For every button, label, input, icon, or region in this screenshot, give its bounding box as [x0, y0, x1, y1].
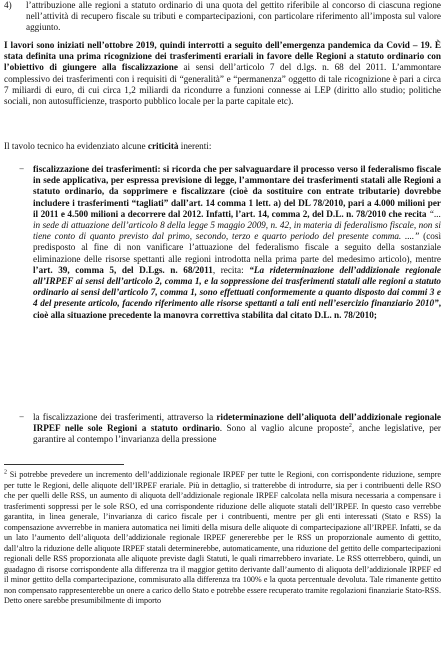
bullet1-bold-italic-quote: “La rideterminazione dell’addizionale regionale all’IRPEF ai sensi dell’articolo 2, comma 1, e la soppressione dei trasferimenti statali alle regioni a statuto ordinario ai sensi dell’articolo 7, comma 1, sono effettuati conformemente a quanto disposto dai commi 3 e 4 del presente articolo, facendo riferimento alle risorse spettanti a tali enti nell’esercizio finanziario 2010”: [33, 264, 442, 309]
bullet-body: [33, 412, 441, 446]
footnote-divider: [4, 464, 124, 465]
list-item-text: l’attribuzione alle regioni a statuto ordinario di una quota del gettito riferibile al concorso di ciascuna regione nell’attività di recupero fiscale su tributi e compartecipazioni, con particolare riferimento all’imposta sul valore aggiunto.: [26, 0, 441, 33]
bullet2-regular-1: la fiscalizzazione dei trasferimenti, attraverso la: [33, 412, 217, 422]
bullet1-regular-1: (così predisposto al fine di non vanificare l’attuazione del federalismo fiscale a seguito della sostanziale eliminazione delle risorse spettanti alle regioni introdotta nella prima parte del medesimo articolo), mentre: [33, 231, 441, 264]
tavolo-pre: Il tavolo tecnico ha evidenziato alcune: [4, 141, 148, 151]
intro-rest-text: ai sensi dell’articolo 7 del d.lgs. n. 68 del 2011. L’ammontare complessivo dei trasferimenti con i requisiti di “generalità” e “permanenza” oggetto di tale ricognizione è pari a circa 7 miliardi di euro, di cui circa 1,2 miliardi da ricondurre a funzioni connesse ai LEP (diritto allo studio; politiche sociali, non autosufficienze, trasporto pubblico locale per la parte capitale etc).: [4, 62, 441, 107]
bullet-item-fiscalizzazione: [4, 164, 441, 321]
bullet2-regular-3: , anche legislative, per garantire al contempo l’invarianza della pressione: [33, 423, 441, 445]
tavolo-bold: criticità: [147, 141, 179, 151]
bullet-dash: −: [19, 412, 25, 422]
bullet1-bold-2: l’art. 39, comma 5, del D.Lgs. n. 68/2011: [33, 264, 213, 275]
list-item-number: 4): [4, 0, 12, 10]
bullet2-regular-2: . Sono al vaglio alcune proposte: [219, 423, 349, 434]
bullet-body: [33, 164, 441, 321]
footnote-mark: 2: [4, 469, 7, 476]
bullet-dash: −: [19, 164, 25, 174]
footnote-text: Si potrebbe prevedere un incremento dell’addizionale regionale IRPEF per tutte le Regioni, con corrispondente riduzione, sempre per tutte le Regioni, delle aliquote dell’IRPEF erariale. Più in dettaglio, si tratterebbe di introdurre, sia per i contribuenti delle RSO che per quelli delle RSS, un aumento di aliquota dell’addizionale regionale IRPEF calcolata nella misura necessaria a compensare i trasferimenti soppressi per le sole RSO, ed una corrispondente riduzione delle aliquote statali dell’IRPEF. In questo caso verrebbe garantita, in linea generale, l’invarianza di carico fiscale per i contribuenti, mentre per gli enti interessati (Stato e RSS) la compensazione avverrebbe in maniera automatica nei limiti della misura delle aliquote di compartecipazione all’IRPEF. Infatti, se da un lato l’aumento dell’aliquota dell’addizionale regionale IRPEF genererebbe per le RSS un proporzionale aumento di gettito, dall’altro la riduzione delle aliquote IRPEF statali determinerebbe, automaticamente, una riduzione del gettito delle compartecipazioni regionali delle RSS proporzionata alle aliquote previste dagli Statuti, le quali rimarrebbero invariate. Le RSS otterrebbero, quindi, un guadagno di risorse corrispondente alla differenza tra il maggior gettito derivante dall’aumento di aliquota dell’addizionale IRPEF ed il minor gettito della compartecipazione, commisurato alla differenza tra 100% e la quota percentuale devoluta. Tale rimanente gettito non compensato rappresenterebbe un onere a carico dello Stato e potrebbe essere recuperato tramite regolazioni finanziarie Stato-RSS. Detto onere sarebbe presumibilmente di importo: [4, 470, 441, 605]
bullet1-bold-3: , cioè alla situazione precedente la manovra correttiva stabilita dal citato D.L. n. 78/2010;: [33, 298, 441, 320]
tavolo-post: inerenti:: [178, 141, 212, 151]
bullet-item-rideterminazione: [4, 412, 441, 446]
tavolo-paragraph: [4, 141, 441, 152]
list-item-4: [4, 0, 441, 34]
bullet1-regular-2: , recita:: [212, 264, 250, 275]
intro-paragraph: [4, 40, 441, 107]
bullet1-bold-1: fiscalizzazione dei trasferimenti: si ricorda che per salvaguardare il processo verso il federalismo fiscale in sede applicativa, per espressa previsione di legge, l’ammontare dei trasferimenti statali alle Regioni a statuto ordinario, da sopprimere e fiscalizzare (cioè da sostituire con entrate tributarie) dovrebbe includere i trasferimenti “tagliati” dall’art. 14 comma 1 lett. a) del DL 78/2010, pari a 4.000 milioni per il 2011 e 4.500 milioni a decorrere dal 2012. Infatti, l’art. 14, comma 2, del D.L. n. 78/2010 che recita: [33, 164, 441, 219]
footnote-reference[interactable]: 2: [348, 423, 352, 430]
bullet1-italic-quote: “... in sede di attuazione dell’articolo 8 della legge 5 maggio 2009, n. 42, in materia di federalismo fiscale, non si tiene conto di quanto previsto dal primo, secondo, terzo e quarto periodo del presente comma. ....”: [33, 208, 441, 242]
bullet2-bold-1: rideterminazione dell’aliquota dell’addizionale regionale IRPEF nelle sole Regioni a statuto ordinario: [33, 412, 441, 434]
footnote-2: [4, 470, 441, 607]
intro-bold-text: I lavori sono iniziati nell’ottobre 2019, quindi interrotti a seguito dell’emergenza pandemica da Covid – 19. È stata definita una prima ricognizione dei trasferimenti erariali in favore delle Regioni a statuto ordinario con l’obiettivo di giungere alla fiscalizzazione: [4, 40, 441, 73]
